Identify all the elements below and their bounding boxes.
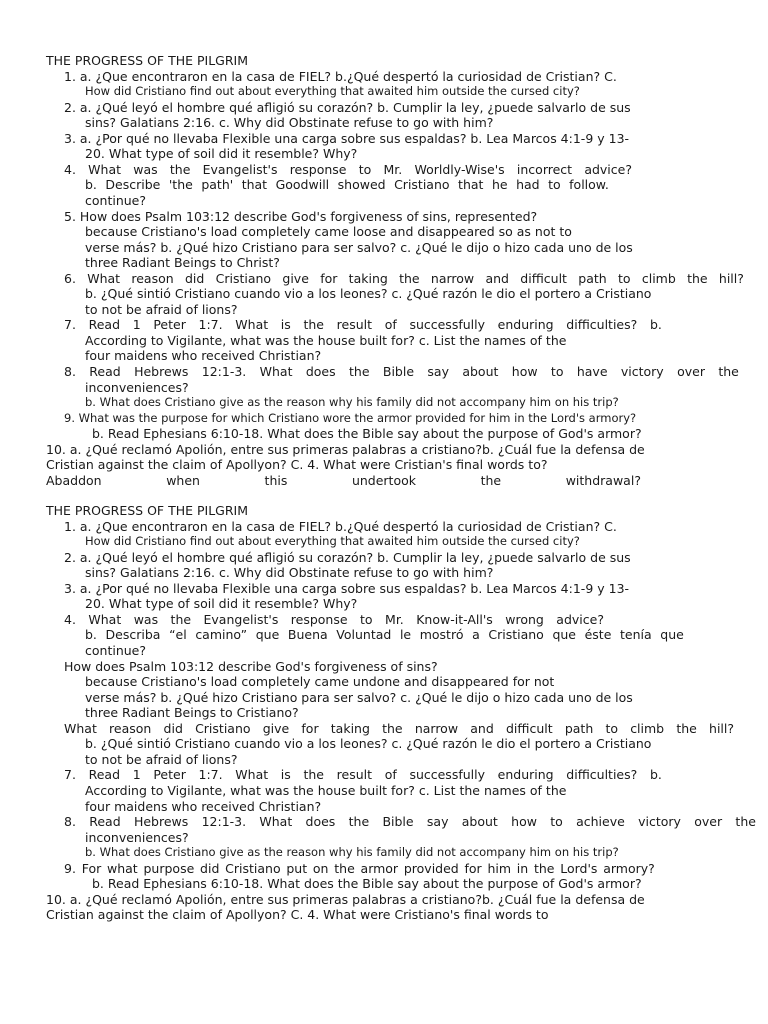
question-line: Cristian against the claim of Apollyon? C. 4. What were Cristiano's final words to bbox=[46, 907, 549, 923]
question-line: 10. a. ¿Qué reclamó Apolión, entre sus primeras palabras a cristiano?b. ¿Cuál fue la defensa de bbox=[46, 891, 645, 907]
question-line: b. Describe 'the path' that Goodwill showed Cristiano that he had to follow. bbox=[85, 177, 609, 193]
question-line: 3. a. ¿Por qué no llevaba Flexible una carga sobre sus espaldas? b. Lea Marcos 4:1-9 y 13- bbox=[64, 580, 630, 596]
question-line: 3. a. ¿Por qué no llevaba Flexible una carga sobre sus espaldas? b. Lea Marcos 4:1-9 y 13- bbox=[64, 130, 630, 146]
question-line: 9. For what purpose did Cristiano put on the armor provided for him in the Lord's armory? bbox=[64, 860, 655, 876]
question-line: b. Read Ephesians 6:10-18. What does the Bible say about the purpose of God's armor? bbox=[92, 426, 642, 442]
question-line: 7. Read 1 Peter 1:7. What is the result of successfully enduring difficulties? b. bbox=[64, 767, 662, 783]
question-line: 8. Read Hebrews 12:1-3. What does the Bible say about how to achieve victory over the bbox=[64, 814, 756, 829]
question-line: 6. What reason did Cristiano give for taking the narrow and difficult path to climb the hill? bbox=[64, 270, 744, 286]
question-line: because Cristiano's load completely came undone and disappeared for not bbox=[85, 674, 555, 689]
question-line: continue? bbox=[85, 643, 146, 658]
question-line: b. Describa “el camino” que Buena Voluntad le mostró a Cristiano que éste tenía que bbox=[85, 627, 684, 643]
question-line: to not be afraid of lions? bbox=[85, 751, 238, 767]
question-line: Abaddon when this undertook the withdrawal? bbox=[46, 472, 641, 488]
question-line: to not be afraid of lions? bbox=[85, 301, 238, 317]
question-line: because Cristiano's load completely came loose and disappeared so as not to bbox=[85, 224, 572, 240]
question-line: four maidens who received Christian? bbox=[85, 348, 322, 364]
question-line: verse más? b. ¿Qué hizo Cristiano para ser salvo? c. ¿Qué le dijo o hizo cada uno de los bbox=[85, 239, 633, 255]
question-line: 10. a. ¿Qué reclamó Apolión, entre sus primeras palabras a cristiano?b. ¿Cuál fue la defensa de bbox=[46, 441, 645, 457]
section-title: THE PROGRESS OF THE PILGRIM bbox=[46, 53, 249, 68]
question-line: sins? Galatians 2:16. c. Why did Obstinate refuse to go with him? bbox=[85, 115, 494, 131]
question-line: b. What does Cristiano give as the reason why his family did not accompany him on his trip? bbox=[85, 395, 619, 410]
question-line: sins? Galatians 2:16. c. Why did Obstinate refuse to go with him? bbox=[85, 565, 494, 581]
question-line: Cristian against the claim of Apollyon? C. 4. What were Cristian's final words to? bbox=[46, 457, 548, 473]
question-line: verse más? b. ¿Qué hizo Cristiano para ser salvo? c. ¿Qué le dijo o hizo cada uno de los bbox=[85, 689, 633, 705]
question-line: 5. How does Psalm 103:12 describe God's forgiveness of sins, represented? bbox=[64, 208, 538, 224]
question-line: three Radiant Beings to Christ? bbox=[85, 255, 280, 271]
question-line: 20. What type of soil did it resemble? Why? bbox=[85, 146, 358, 162]
question-line: four maidens who received Christian? bbox=[85, 798, 322, 814]
question-line: inconveniences? bbox=[85, 379, 189, 395]
question-line: three Radiant Beings to Cristiano? bbox=[85, 705, 299, 721]
question-line: b. ¿Qué sintió Cristiano cuando vio a los leones? c. ¿Qué razón le dio el portero a Cristiano bbox=[85, 736, 652, 752]
question-line: According to Vigilante, what was the house built for? c. List the names of the bbox=[85, 782, 567, 798]
question-line: According to Vigilante, what was the house built for? c. List the names of the bbox=[85, 332, 567, 348]
question-line: How does Psalm 103:12 describe God's forgiveness of sins? bbox=[64, 658, 438, 674]
question-line: What reason did Cristiano give for taking the narrow and difficult path to climb the hill? bbox=[64, 720, 734, 736]
question-line: b. ¿Qué sintió Cristiano cuando vio a los leones? c. ¿Qué razón le dio el portero a Cristiano bbox=[85, 286, 652, 302]
question-line: 4. What was the Evangelist's response to Mr. Worldly-Wise's incorrect advice? bbox=[64, 161, 632, 177]
question-line: continue? bbox=[85, 193, 146, 208]
question-line: 1. a. ¿Que encontraron en la casa de FIEL? b.¿Qué despertó la curiosidad de Cristian? C. bbox=[64, 518, 617, 534]
question-line: 7. Read 1 Peter 1:7. What is the result of successfully enduring difficulties? b. bbox=[64, 317, 662, 333]
question-line: How did Cristiano find out about everything that awaited him outside the cursed city? bbox=[85, 534, 580, 549]
question-line: 8. Read Hebrews 12:1-3. What does the Bible say about how to have victory over the bbox=[64, 364, 739, 379]
question-line: inconveniences? bbox=[85, 829, 189, 845]
question-line: b. Read Ephesians 6:10-18. What does the Bible say about the purpose of God's armor? bbox=[92, 876, 642, 892]
question-line: 1. a. ¿Que encontraron en la casa de FIEL? b.¿Qué despertó la curiosidad de Cristian? C. bbox=[64, 68, 617, 84]
question-line: 2. a. ¿Qué leyó el hombre qué afligió su corazón? b. Cumplir la ley, ¿puede salvarlo de sus bbox=[64, 99, 631, 115]
section-title: THE PROGRESS OF THE PILGRIM bbox=[46, 503, 249, 518]
question-line: 4. What was the Evangelist's response to Mr. Know-it-All's wrong advice? bbox=[64, 611, 604, 627]
question-line: How did Cristiano find out about everything that awaited him outside the cursed city? bbox=[85, 84, 580, 99]
question-line: b. What does Cristiano give as the reason why his family did not accompany him on his trip? bbox=[85, 845, 619, 860]
question-line: 2. a. ¿Qué leyó el hombre qué afligió su corazón? b. Cumplir la ley, ¿puede salvarlo de sus bbox=[64, 549, 631, 565]
question-line: 20. What type of soil did it resemble? Why? bbox=[85, 596, 358, 612]
question-line: 9. What was the purpose for which Cristiano wore the armor provided for him in the Lord's armory? bbox=[64, 410, 637, 425]
